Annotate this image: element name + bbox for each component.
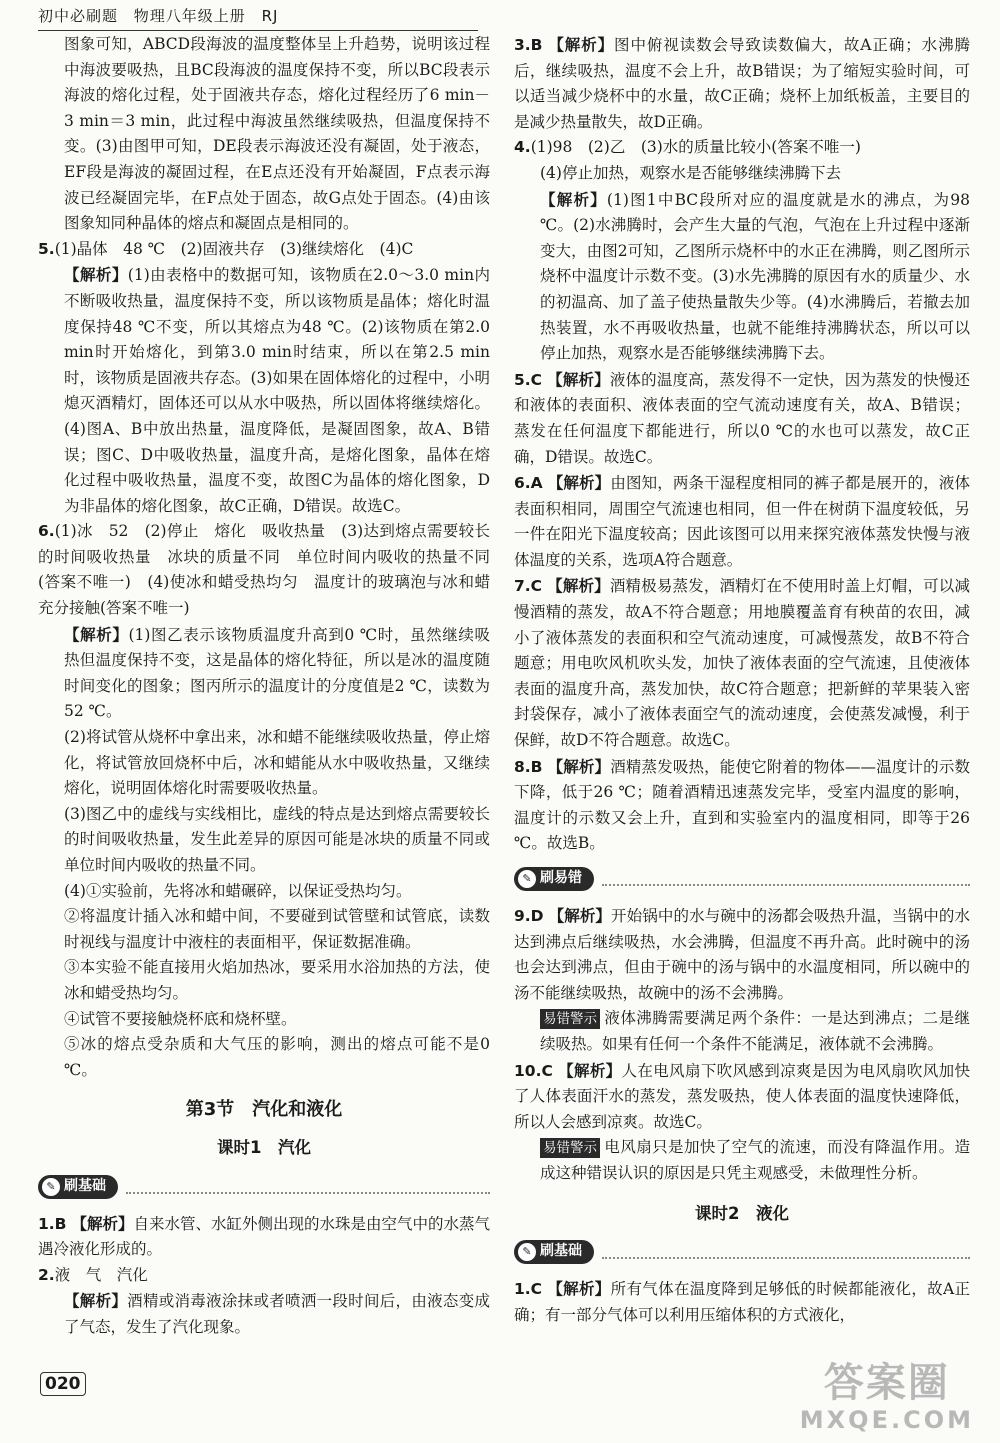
analysis-text: ④试管不要接触烧杯底和烧杯壁。: [64, 1009, 297, 1028]
banner-label: 刷基础: [64, 1177, 106, 1194]
question-number: 4.: [514, 138, 531, 157]
question-number: 3.B: [514, 36, 543, 54]
analysis-tag: 【解析】: [547, 369, 610, 389]
analysis-tag: 【解析】: [64, 1291, 128, 1311]
question-number: 6.: [38, 522, 55, 541]
question-6: [514, 470, 970, 573]
answer-text: (1)98 (2)乙 (3)水的质量比较小(答案不唯一): [530, 138, 861, 157]
analysis-tag: 【解析】: [547, 1279, 611, 1299]
analysis-tag: 【解析】: [71, 1213, 134, 1233]
analysis-tag: 【解析】: [548, 906, 612, 925]
analysis-tag: 【解析】: [64, 265, 128, 285]
analysis-text: 液体的温度高，蒸发得不一定快，因为蒸发的快慢还和液体的表面积、液体表面的空气流动速度有关，故A、B错误；蒸发在任何温度下都能进行，所以0 ℃的水也可以蒸发，故C正确，D错误。故选C。: [514, 370, 970, 466]
analysis-text: 酒精极易蒸发，酒精灯在不使用时盖上灯帽，可以减慢酒精的蒸发，故A不符合题意；用地膜覆盖育有秧苗的农田，减小了液体蒸发的表面积和空气流动速度，可减慢蒸发，故B不符合题意；用电吹风机吹头发，加快了液体表面的空气流速，且使液体表面的温度升高，蒸发加快，故C符合题意；把新鲜的苹果装入密封袋保存，减小了液体表面空气的流动速度，会使蒸发减慢，利于保鲜，故D不符合题意。故选C。: [514, 577, 970, 750]
section-banner: [514, 865, 970, 893]
lesson-title: 课时1 汽化: [217, 1137, 311, 1157]
edition-label: RJ: [261, 7, 279, 25]
analysis-text: 自来水管、水缸外侧出现的水珠是由空气中的水蒸气遇冷液化形成的。: [38, 1214, 490, 1259]
section-banner: [514, 1238, 970, 1266]
question-number: 5.C: [514, 370, 543, 389]
lesson-title: 课时2 液化: [695, 1203, 789, 1223]
analysis-text: (3)图乙中的虚线与实线相比，虚线的特点是达到熔点需要较长的时间吸收热量，发生此差异的原因可能是冰块的质量不同或单位时间内吸收的热量不同。: [64, 804, 490, 874]
analysis-tag: 【解析】: [547, 756, 611, 776]
answer-text: (1)冰 52 (2)停止 熔化 吸收热量 (3)达到熔点需要较长的时间吸收热量 冰块的质量不同 单位时间内吸收的热量不同(答案不唯一) (4)使冰和蜡受热均匀 温度计的玻璃泡与冰和蜡充分接触(答案不唯一): [38, 522, 490, 618]
answer-text: (1)晶体 48 ℃ (2)固液共存 (3)继续熔化 (4)C: [54, 239, 414, 258]
error-tip-badge: 易错警示: [540, 1009, 600, 1029]
analysis-text: ⑤冰的熔点受杂质和大气压的影响，测出的熔点可能不是0 ℃。: [64, 1035, 490, 1079]
analysis-tag: 【解析】: [558, 1060, 622, 1080]
pencil-icon: ✎: [518, 1243, 536, 1261]
analysis-text: (4)①实验前，先将冰和蜡碾碎，以保证受热均匀。: [64, 881, 412, 900]
page-number: 020: [40, 1372, 86, 1396]
question-number: 5.: [38, 239, 55, 258]
analysis-text: (2)将试管从烧杯中拿出来，冰和蜡不能继续吸收热量，停止熔化，将试管放回烧杯中后，冰和蜡能从水中吸收热量，又继续熔化，说明固体熔化时需要吸收热量。: [64, 728, 490, 798]
banner-label: 刷基础: [540, 1243, 582, 1260]
analysis-text: 开始锅中的水与碗中的汤都会吸热升温，当锅中的水达到沸点后继续吸热，水会沸腾，但温度不再升高。此时碗中的汤也会达到沸点，但由于碗中的汤与锅中的水温度相同，所以碗中的汤不能继续吸热，故碗中的汤不会沸腾。: [514, 907, 970, 1002]
question-7: [514, 573, 970, 753]
watermark-logo: 答案圈: [823, 1360, 950, 1406]
analysis-text: 由图知，两条干湿程度相同的裤子都是展开的，液体表面积相同，周围空气流速也相同，但一件在树荫下温度较低，另一件在阳光下温度较高；因此该图可以用来探究液体蒸发快慢与液体温度的关系，选项A符合题意。: [514, 474, 970, 569]
analysis-tag: 【解析】: [64, 624, 129, 644]
question-number: 7.C: [514, 577, 543, 596]
question-8: [514, 754, 970, 857]
pencil-icon: ✎: [518, 870, 536, 888]
continued-analysis: 图象可知，ABCD段海波的温度整体呈上升趋势，说明该过程中海波要吸热，且BC段海波的温度保持不变，所以BC段表示海波的熔化过程，处于固液共存态，熔化过程经历了6 min－3 min＝3 min，此过程中海波虽然继续吸热，但温度保持不变。(3)由图甲可知，DE段表示海波还没有凝固，处于液态，EF段是海波的凝固过程，在E点还没有开始凝固，F点表示海波已经凝固完毕，在F点处于固态，故G点处于固态。(4)由该图象知同种晶体的熔点和凝固点是相同的。: [64, 35, 490, 233]
question-number: 10.C: [514, 1061, 553, 1080]
question-number: 6.A: [514, 474, 543, 493]
banner-label: 刷易错: [540, 870, 582, 887]
running-header: [38, 4, 478, 31]
dotted-rule: [126, 1180, 490, 1194]
question-4: [514, 135, 970, 366]
analysis-text: 所有气体在温度降到足够低的时候都能液化，故A正确；有一部分气体可以利用压缩体积的方式液化，: [514, 1280, 970, 1324]
analysis-text: (1)图乙表示该物质温度升高到0 ℃时，虽然继续吸热但温度保持不变，这是晶体的熔化特征，所以是冰的温度随时间变化的图象；图丙所示的温度计的分度值是2 ℃，读数为52 ℃。: [64, 625, 490, 721]
banner-badge: [514, 867, 594, 891]
question-10: [514, 1058, 970, 1187]
section-banner: [38, 1173, 490, 1201]
question-6: [38, 519, 490, 1083]
question-2: [38, 1263, 490, 1341]
question-number: 1.B: [38, 1214, 67, 1233]
watermark-url: MXQE.COM: [799, 1406, 974, 1434]
question-number: 9.D: [514, 907, 544, 925]
question-3: [514, 32, 970, 135]
question-number: 2.: [38, 1265, 55, 1284]
analysis-text: 图中俯视读数会导致读数偏大，故A正确；水沸腾后，继续吸热，温度不会上升，故B错误；为了缩短实验时间，可以适当减少烧杯中的水量，故C正确；烧杯上加纸板盖，主要目的是减少热量散失，故D正确。: [514, 36, 970, 131]
analysis-text: 酒精蒸发吸热，能使它附着的物体——温度计的示数下降，低于26 ℃；随着酒精迅速蒸发完毕，受室内温度的影响，温度计的示数又会上升，直到和实验室内的温度相同，即等于26 ℃。故选B。: [514, 757, 970, 853]
section-title: 第3节 汽化和液化: [185, 1099, 343, 1121]
question-number: 8.B: [514, 757, 543, 776]
error-tip-badge: 易错警示: [540, 1138, 600, 1158]
question-number: 1.C: [514, 1280, 543, 1299]
question-5: [514, 367, 970, 470]
question-1: [38, 1211, 490, 1263]
question-5: [38, 237, 490, 520]
tip-text: 电风扇只是加快了空气的流速，而没有降温作用。造成这种错误认识的原因是只凭主观感受，未做理性分析。: [540, 1138, 970, 1182]
analysis-text: 人在电风扇下吹风感到凉爽是因为电风扇吹风加快了人体表面汗水的蒸发，蒸发吸热，使人体表面的温度快速降低，所以人会感到凉爽。故选C。: [514, 1061, 970, 1131]
question-1-liquefaction: [514, 1276, 970, 1328]
analysis-tag: 【解析】: [540, 189, 607, 209]
answer-text: (4)停止加热，观察水是否能够继续沸腾下去: [540, 163, 841, 182]
analysis-text: (1)由表格中的数据可知，该物质在2.0～3.0 min内不断吸收热量，温度保持不变，所以该物质是晶体；熔化时温度保持48 ℃不变，所以其熔点为48 ℃。(2)该物质在第2.0 min时开始熔化，到第3.0 min时结束，所以在第2.5 min时，该物质是固液共存态。(3)如果在固体熔化的过程中，小明熄灭酒精灯，固体还可以从水中吸热，所以固体将继续熔化。(4)图A、B中放出热量，温度降低，是凝固图象，故A、B错误；图C、D中吸收热量，温度升高，是熔化图象，晶体在熔化过程中吸收热量，温度不变，故图C为晶体的熔化图象，D为非晶体的熔化图象，故C正确，D错误。故选C。: [64, 266, 490, 515]
left-column: [38, 32, 490, 1341]
tip-text: 液体沸腾需要满足两个条件：一是达到沸点；二是继续吸热。如果有任何一个条件不能满足，液体就不会沸腾。: [540, 1009, 970, 1053]
banner-badge: [514, 1240, 594, 1264]
analysis-text: (1)图1中BC段所对应的温度就是水的沸点，为98 ℃。(2)水沸腾时，会产生大量的气泡，气泡在上升过程中逐渐变大，由图2可知，乙图所示烧杯中的水正在沸腾，则乙图所示烧杯中温度计示数不变。(3)水先沸腾的原因有水的质量少、水的初温高、加了盖子使热量散失少等。(4)水沸腾后，若撤去加热装置，水不再吸收热量，也就不能维持沸腾状态，所以可以停止加热，观察水是否能够继续沸腾下去。: [540, 190, 970, 363]
subject-title: 物理八年级上册: [133, 7, 246, 25]
analysis-text: 酒精或消毒液涂抹或者喷洒一段时间后，由液态变成了气态，发生了汽化现象。: [64, 1292, 490, 1336]
analysis-tag: 【解析】: [548, 35, 615, 54]
analysis-tag: 【解析】: [547, 473, 611, 493]
question-9: [514, 903, 970, 1058]
pencil-icon: ✎: [42, 1178, 60, 1196]
analysis-tag: 【解析】: [547, 576, 610, 596]
book-title: 初中必刷题: [38, 7, 119, 25]
analysis-text: ③本实验不能直接用火焰加热冰，要采用水浴加热的方法，使冰和蜡受热均匀。: [64, 958, 490, 1002]
dotted-rule: [602, 872, 970, 886]
dotted-rule: [602, 1245, 970, 1259]
watermark: [800, 1360, 974, 1434]
answer-text: 液 气 汽化: [54, 1265, 148, 1284]
right-column: [514, 32, 970, 1328]
analysis-text: ②将温度计插入冰和蜡中间，不要碰到试管壁和试管底，读数时视线与温度计中液柱的表面相平，保证数据准确。: [64, 907, 490, 951]
banner-badge: [38, 1175, 118, 1199]
